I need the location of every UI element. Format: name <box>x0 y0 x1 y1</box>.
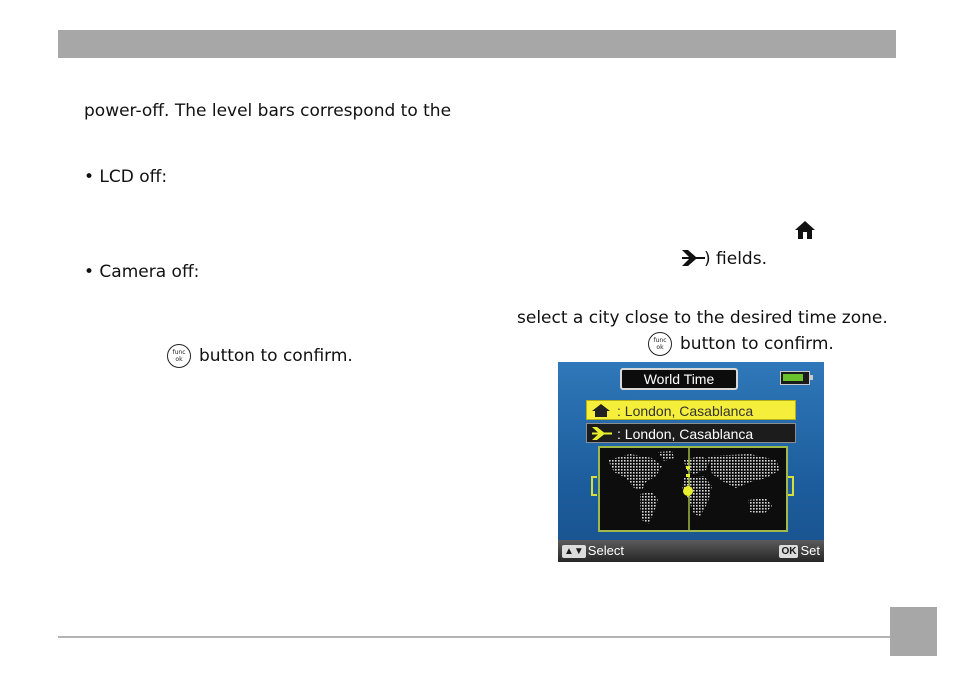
set-label: Set <box>800 543 820 558</box>
left-arrow-icon <box>591 476 597 496</box>
header-bar <box>58 30 896 58</box>
lcd-bottom-bar <box>558 540 824 562</box>
travel-city-label: : London, Casablanca <box>617 426 754 442</box>
set-hint <box>779 540 820 562</box>
page-number-box <box>890 607 937 656</box>
battery-icon <box>780 371 810 385</box>
lcd-home-icon <box>591 403 611 418</box>
bullet-camera-off: • Camera off: <box>84 262 200 282</box>
text-button-confirm-left: button to confirm. <box>199 346 353 366</box>
home-city-row[interactable] <box>586 400 796 420</box>
world-map-graphic <box>600 448 786 530</box>
text-button-confirm-right: button to confirm. <box>680 334 834 354</box>
text-select-city: select a city close to the desired time zone. <box>517 308 888 328</box>
text-fields: ) fields. <box>704 249 767 269</box>
lcd-airplane-icon <box>591 426 613 441</box>
right-arrow-icon <box>788 476 794 496</box>
select-tag: ▲▼ <box>564 546 584 558</box>
home-city-label: : London, Casablanca <box>617 403 754 419</box>
home-icon <box>794 220 816 240</box>
bullet-lcd-off: • LCD off: <box>84 167 168 187</box>
ok-label-right: ok <box>656 344 664 351</box>
ok-tag: OK <box>781 546 797 558</box>
func-label: func <box>172 349 186 356</box>
func-ok-button-icon-right <box>648 332 672 356</box>
select-hint <box>562 540 624 562</box>
airplane-icon <box>680 248 706 268</box>
select-label: Select <box>587 543 624 558</box>
func-ok-button-icon <box>167 344 191 368</box>
ok-label: ok <box>175 356 183 363</box>
travel-city-row[interactable] <box>586 423 796 443</box>
time-zone-marker <box>683 486 693 496</box>
text-power-off: power-off. The level bars correspond to the <box>84 101 452 121</box>
camera-lcd-world-time <box>558 362 824 562</box>
footer-line <box>58 636 890 638</box>
func-label-right: func <box>653 337 667 344</box>
lcd-title: World Time <box>620 368 738 390</box>
world-map <box>598 446 788 532</box>
